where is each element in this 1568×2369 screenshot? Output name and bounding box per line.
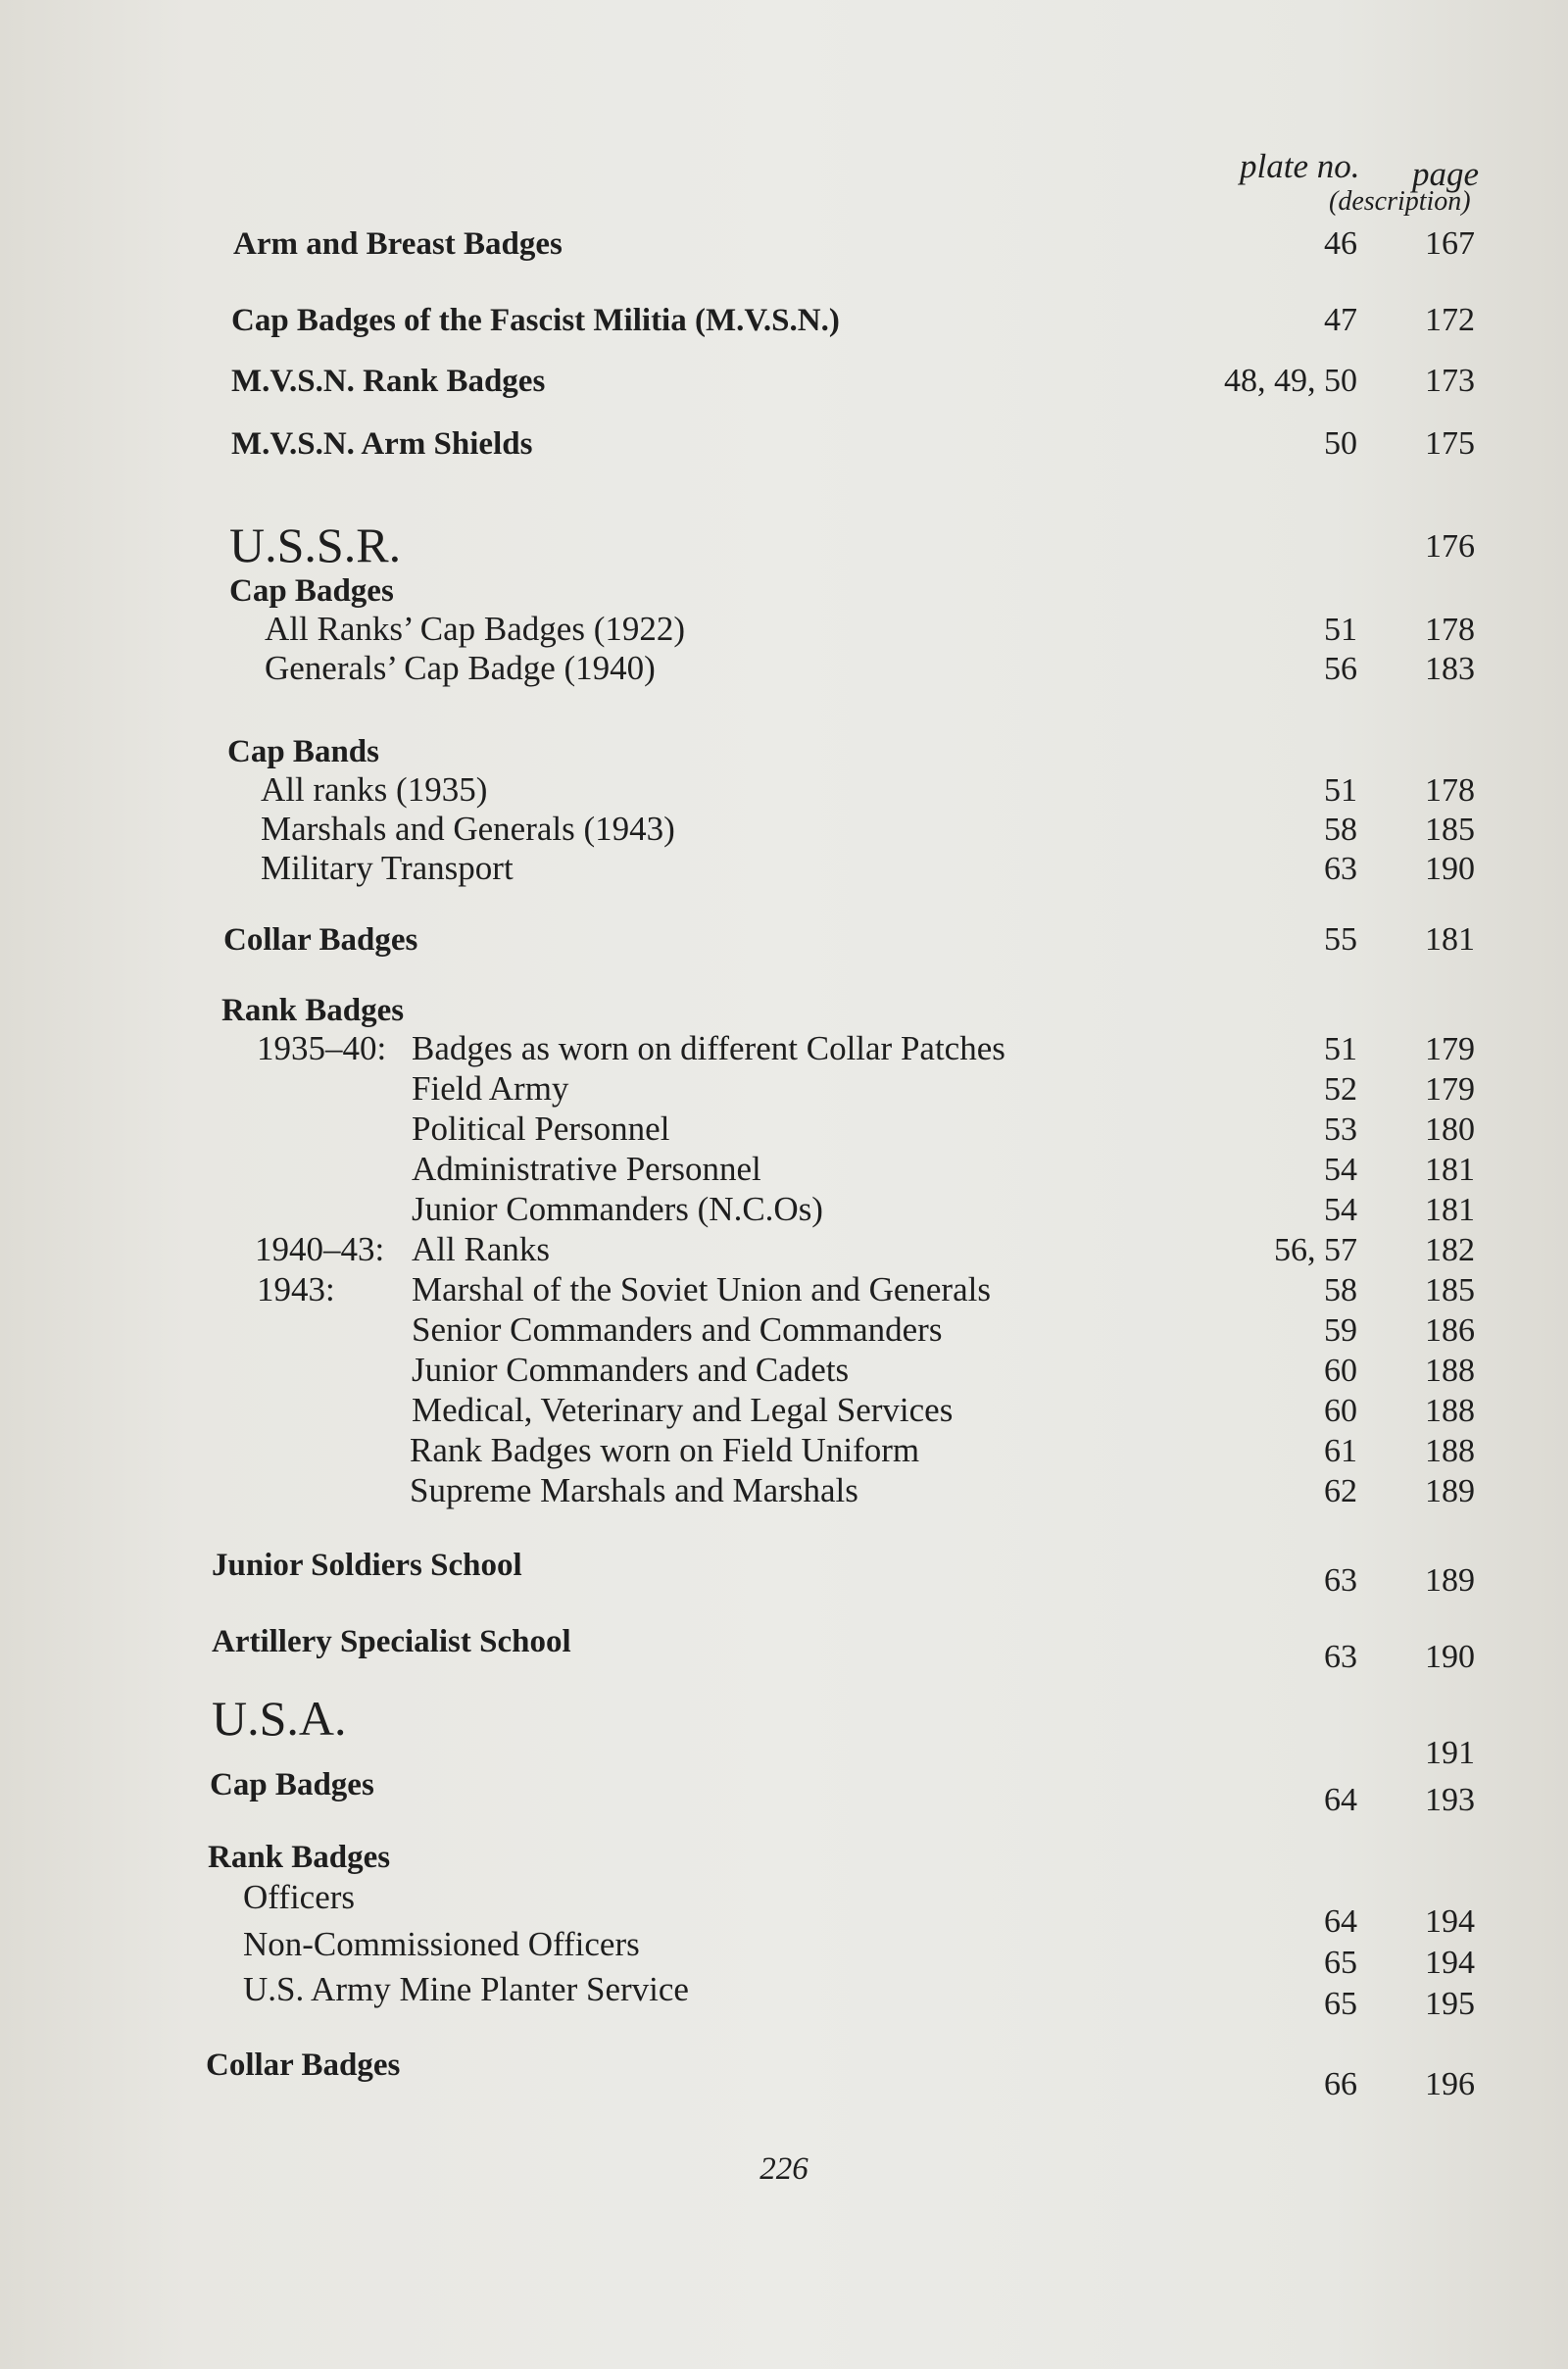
toc-entry bbox=[0, 843, 1568, 888]
entry-label: Collar Badges bbox=[223, 922, 418, 958]
entry-label: Rank Badges bbox=[221, 993, 405, 1028]
entry-date-prefix: 1935–40: bbox=[257, 1029, 387, 1067]
entry-label: U.S. Army Mine Planter Service bbox=[243, 1970, 689, 2008]
toc-entry bbox=[0, 418, 1568, 463]
entry-label: Generals’ Cap Badge (1940) bbox=[265, 649, 656, 687]
entry-page: 167 bbox=[1425, 225, 1475, 262]
entry-page: 183 bbox=[1425, 651, 1475, 687]
entry-page: 172 bbox=[1425, 302, 1475, 338]
entry-label: M.V.S.N. Arm Shields bbox=[231, 426, 533, 462]
entry-label: Junior Commanders and Cadets bbox=[412, 1351, 850, 1389]
entry-plate: 54 bbox=[1324, 1192, 1357, 1228]
toc-subheading bbox=[0, 1831, 1568, 1876]
entry-plate: 56 bbox=[1324, 651, 1357, 687]
entry-page: 179 bbox=[1425, 1031, 1475, 1067]
toc-entry bbox=[0, 1425, 1568, 1470]
toc-entry bbox=[0, 913, 1568, 959]
entry-page: 181 bbox=[1425, 1192, 1475, 1228]
entry-label: Collar Badges bbox=[206, 2048, 401, 2083]
entry-plate: 66 bbox=[1324, 2066, 1357, 2102]
entry-label: Marshals and Generals (1943) bbox=[261, 810, 675, 848]
toc-entry bbox=[0, 1264, 1568, 1309]
entry-page: 185 bbox=[1425, 1272, 1475, 1308]
entry-plate: 58 bbox=[1324, 812, 1357, 848]
entry-label: Artillery Specialist School bbox=[212, 1624, 571, 1659]
entry-label: Cap Badges bbox=[229, 573, 394, 609]
entry-label: Political Personnel bbox=[412, 1110, 670, 1148]
toc-entry bbox=[0, 1615, 1568, 1675]
toc-entry bbox=[0, 1872, 1568, 1940]
toc-entry bbox=[0, 1465, 1568, 1510]
toc-entry bbox=[0, 1224, 1568, 1269]
toc-entry bbox=[0, 1385, 1568, 1430]
entry-plate: 65 bbox=[1324, 1986, 1357, 2022]
entry-label: Junior Commanders (N.C.Os) bbox=[412, 1190, 823, 1228]
toc-entry bbox=[0, 2039, 1568, 2102]
entry-label: Arm and Breast Badges bbox=[233, 226, 563, 262]
entry-plate: 55 bbox=[1324, 921, 1357, 958]
entry-page: 181 bbox=[1425, 1152, 1475, 1188]
entry-plate: 47 bbox=[1324, 302, 1357, 338]
entry-plate: 53 bbox=[1324, 1111, 1357, 1148]
entry-label: Badges as worn on different Collar Patches bbox=[412, 1029, 1005, 1067]
toc-entry bbox=[0, 1144, 1568, 1189]
entry-page: 193 bbox=[1425, 1782, 1475, 1818]
entry-plate: 60 bbox=[1324, 1353, 1357, 1389]
toc-entry bbox=[0, 294, 1568, 339]
toc-entry bbox=[0, 643, 1568, 688]
description-column-header: (description) bbox=[1329, 186, 1471, 217]
toc-entry bbox=[0, 218, 1568, 263]
entry-plate: 51 bbox=[1324, 1031, 1357, 1067]
entry-plate: 51 bbox=[1324, 772, 1357, 809]
entry-label: Rank Badges bbox=[208, 1840, 391, 1875]
entry-page: 194 bbox=[1425, 1945, 1475, 1981]
toc-entry bbox=[0, 355, 1568, 400]
entry-plate: 56, 57 bbox=[1274, 1232, 1357, 1268]
entry-label: M.V.S.N. Rank Badges bbox=[231, 364, 546, 399]
entry-label: Cap Badges of the Fascist Militia (M.V.S.N.) bbox=[231, 303, 840, 338]
toc-entry bbox=[0, 1063, 1568, 1109]
entry-label: All Ranks’ Cap Badges (1922) bbox=[265, 610, 686, 648]
entry-date-prefix: 1940–43: bbox=[255, 1230, 385, 1268]
entry-page: 196 bbox=[1425, 2066, 1475, 2102]
entry-label: Medical, Veterinary and Legal Services bbox=[412, 1391, 954, 1429]
entry-page: 188 bbox=[1425, 1353, 1475, 1389]
toc-entry bbox=[0, 1964, 1568, 2022]
entry-label: Field Army bbox=[412, 1069, 569, 1108]
entry-page: 189 bbox=[1425, 1562, 1475, 1599]
entry-label: Supreme Marshals and Marshals bbox=[410, 1471, 858, 1509]
entry-label: Cap Bands bbox=[227, 734, 379, 769]
entry-plate: 62 bbox=[1324, 1473, 1357, 1509]
entry-plate: 60 bbox=[1324, 1393, 1357, 1429]
entry-plate: 59 bbox=[1324, 1312, 1357, 1349]
entry-plate: 58 bbox=[1324, 1272, 1357, 1308]
toc-entry bbox=[0, 1539, 1568, 1599]
entry-date-prefix: 1943: bbox=[257, 1270, 335, 1308]
entry-page: 190 bbox=[1425, 851, 1475, 887]
entry-plate: 64 bbox=[1324, 1903, 1357, 1940]
toc-entry bbox=[0, 1023, 1568, 1068]
entry-page: 173 bbox=[1425, 363, 1475, 399]
entry-label: Rank Badges worn on Field Uniform bbox=[410, 1431, 920, 1469]
entry-label: All Ranks bbox=[412, 1230, 550, 1268]
entry-page: 178 bbox=[1425, 612, 1475, 648]
entry-label: Marshal of the Soviet Union and Generals bbox=[412, 1270, 991, 1308]
entry-label: Senior Commanders and Commanders bbox=[412, 1310, 943, 1349]
entry-page: 181 bbox=[1425, 921, 1475, 958]
entry-page: 185 bbox=[1425, 812, 1475, 848]
entry-page: 176 bbox=[1425, 528, 1475, 565]
entry-page: 190 bbox=[1425, 1639, 1475, 1675]
entry-page: 188 bbox=[1425, 1393, 1475, 1429]
entry-plate: 61 bbox=[1324, 1433, 1357, 1469]
section-title: U.S.A. bbox=[212, 1691, 347, 1746]
entry-plate: 48, 49, 50 bbox=[1224, 363, 1357, 399]
toc-entry bbox=[0, 1758, 1568, 1818]
entry-page: 180 bbox=[1425, 1111, 1475, 1148]
toc-entry bbox=[0, 1104, 1568, 1149]
toc-entry bbox=[0, 1184, 1568, 1229]
entry-page: 175 bbox=[1425, 425, 1475, 462]
entry-plate: 64 bbox=[1324, 1782, 1357, 1818]
entry-plate: 65 bbox=[1324, 1945, 1357, 1981]
entry-page: 178 bbox=[1425, 772, 1475, 809]
entry-page: 188 bbox=[1425, 1433, 1475, 1469]
toc-entry bbox=[0, 1345, 1568, 1390]
entry-page: 189 bbox=[1425, 1473, 1475, 1509]
entry-page: 191 bbox=[1425, 1735, 1475, 1771]
entry-label: Officers bbox=[243, 1878, 356, 1916]
entry-plate: 63 bbox=[1324, 851, 1357, 887]
entry-label: Non-Commissioned Officers bbox=[243, 1925, 640, 1963]
entry-page: 194 bbox=[1425, 1903, 1475, 1940]
entry-plate: 50 bbox=[1324, 425, 1357, 462]
entry-label: Cap Badges bbox=[210, 1767, 374, 1802]
page-number: 226 bbox=[760, 2151, 808, 2187]
toc-entry bbox=[0, 1919, 1568, 1981]
entry-plate: 63 bbox=[1324, 1639, 1357, 1675]
page-column-header: page bbox=[1412, 155, 1480, 193]
entry-page: 179 bbox=[1425, 1071, 1475, 1108]
section-title: U.S.S.R. bbox=[229, 518, 402, 572]
entry-label: Junior Soldiers School bbox=[212, 1548, 522, 1583]
entry-plate: 54 bbox=[1324, 1152, 1357, 1188]
entry-label: All ranks (1935) bbox=[261, 770, 488, 809]
entry-page: 186 bbox=[1425, 1312, 1475, 1349]
entry-page: 195 bbox=[1425, 1986, 1475, 2022]
entry-plate: 46 bbox=[1324, 225, 1357, 262]
entry-page: 182 bbox=[1425, 1232, 1475, 1268]
section-heading-usa bbox=[0, 1686, 1568, 1771]
entry-plate: 51 bbox=[1324, 612, 1357, 648]
entry-label: Administrative Personnel bbox=[412, 1150, 761, 1188]
toc-entry bbox=[0, 1305, 1568, 1350]
entry-plate: 63 bbox=[1324, 1562, 1357, 1599]
entry-plate: 52 bbox=[1324, 1071, 1357, 1108]
entry-label: Military Transport bbox=[261, 849, 514, 887]
plate-no-column-header: plate no. bbox=[1240, 147, 1360, 185]
